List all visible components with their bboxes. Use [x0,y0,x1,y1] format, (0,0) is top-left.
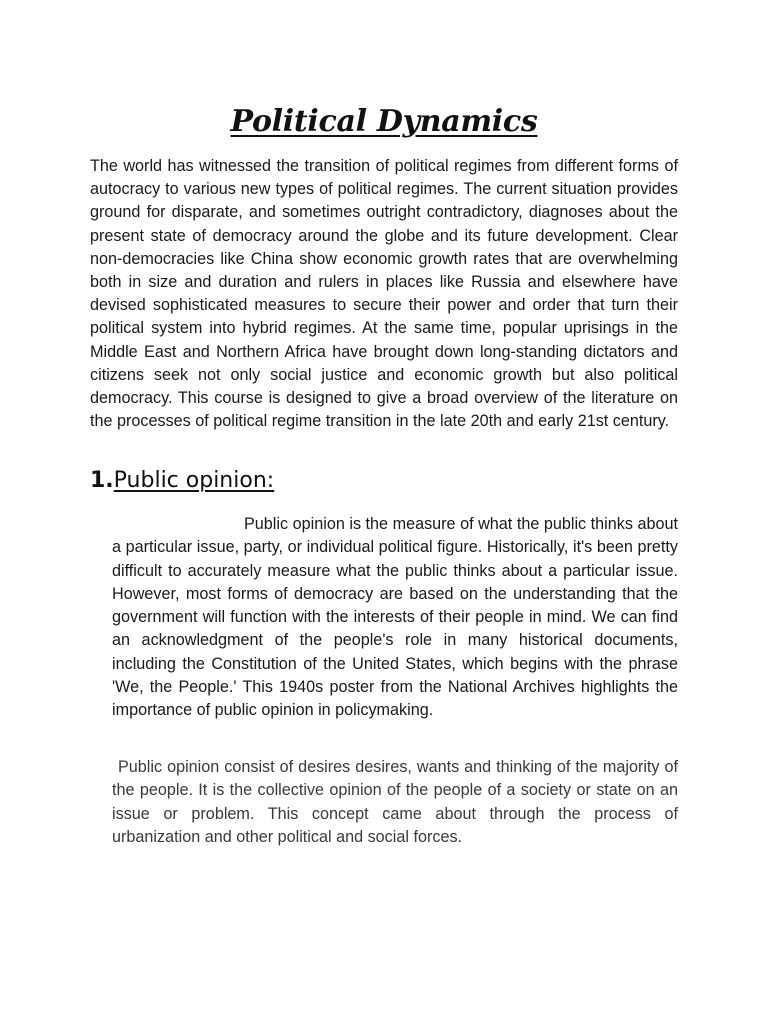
section-title: Public opinion: [113,468,275,493]
document-title: Political Dynamics [230,104,538,139]
section-number: 1. [90,468,114,493]
intro-paragraph: The world has witnessed the transition of political regimes from different forms of autocracy to various new types of political regimes. The current situation provides ground for disparate, and sometimes outright contradictory, diagnoses about the present state of democracy around the globe and its future development. Clear non-democracies like China show economic growth rates that are overwhelming both in size and duration and rulers in places like Russia and elsewhere have devised sophisticated measures to secure their power and order that turn their political system into hybrid regimes. At the same time, popular uprisings in the Middle East and Northern Africa have brought down long-standing dictators and citizens seek not only social justice and economic growth but also political democracy. This course is designed to give a broad overview of the literature on the processes of political regime transition in the late 20th and early 21st century. [90,157,678,431]
section-paragraph-1: Public opinion is the measure of what the public thinks about a particular issue, party, or individual political figure. Historically, it's been pretty difficult to accurately measure what the public thinks about a particular issue. However, most forms of democracy are based on the understanding that the government will function with the interests of their people in mind. We can find an acknowledgment of the people's role in many historical documents, including the Constitution of the United States, which begins with the phrase 'We, the People.' This 1940s poster from the National Archives highlights the importance of public opinion in policymaking. [112,515,678,720]
section-heading [90,466,274,496]
section-paragraph-2: Public opinion consist of desires desires, wants and thinking of the majority of the people. It is the collective opinion of the people of a society or state on an issue or problem. This concept came about through the process of urbanization and other political and social forces. [112,758,678,846]
